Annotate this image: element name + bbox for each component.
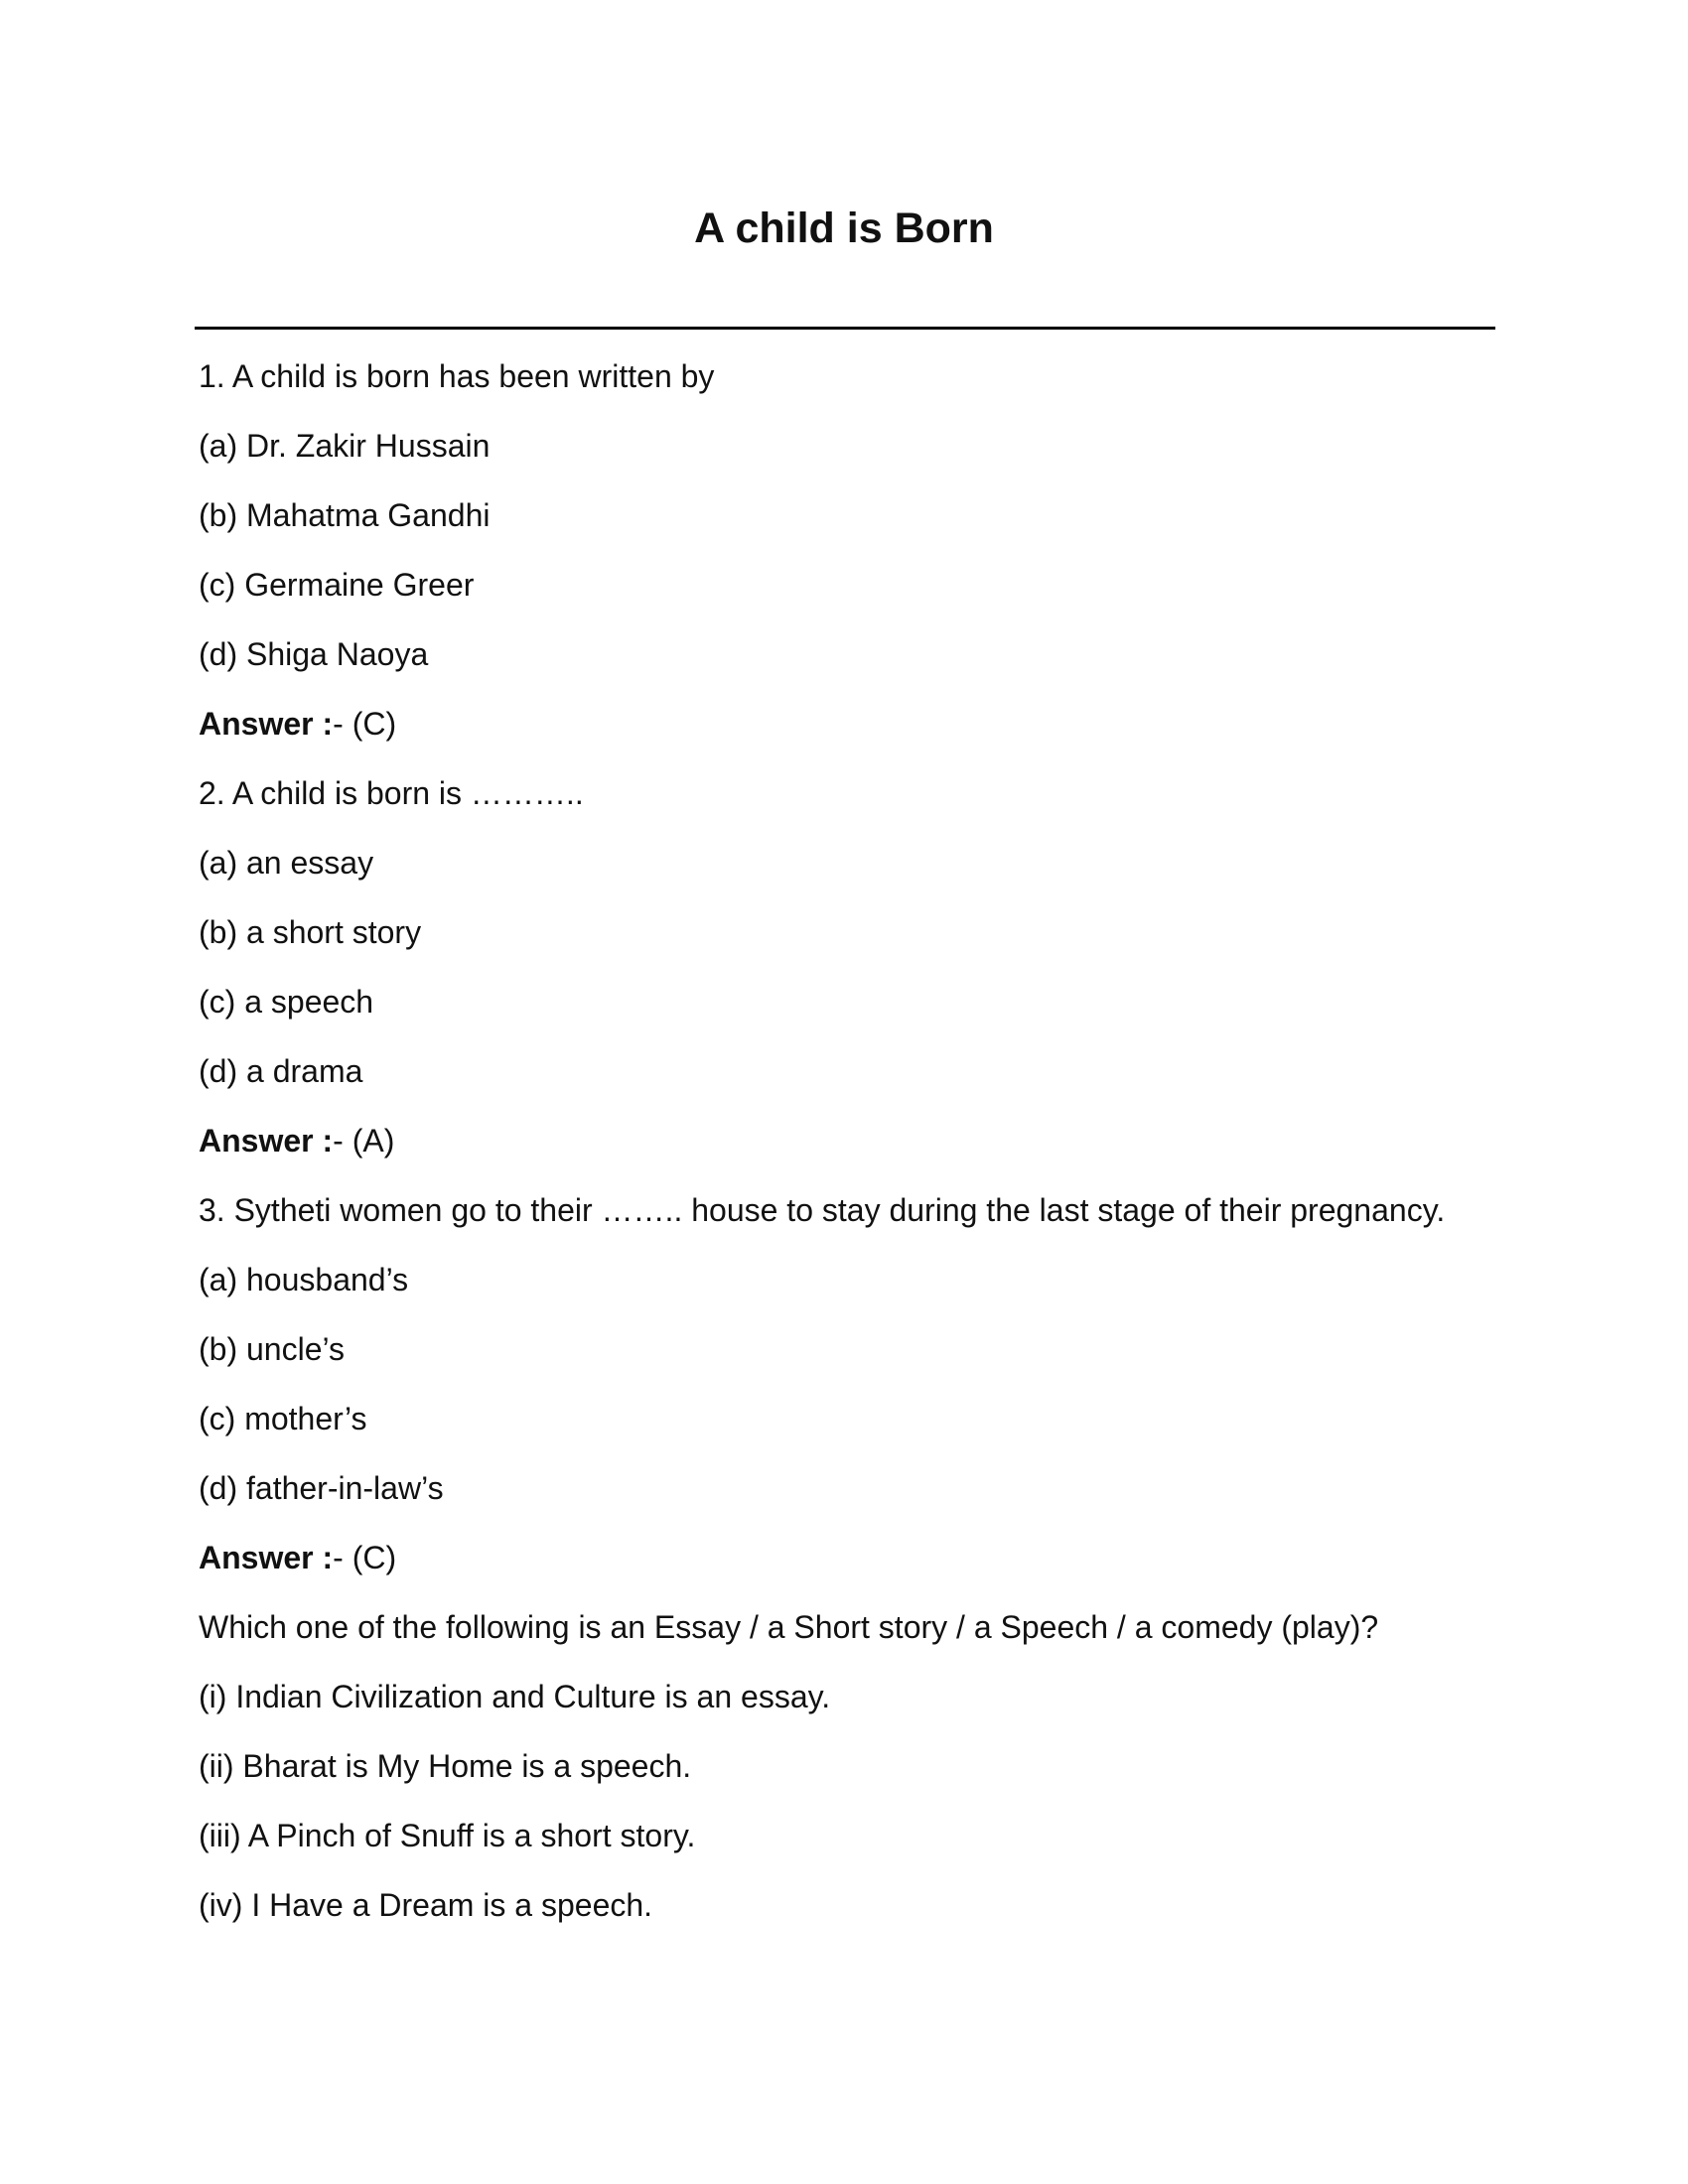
- question-1-option-c: (c) Germaine Greer: [199, 567, 475, 603]
- answer-label: Answer :: [199, 1540, 334, 1575]
- question-1-option-a: (a) Dr. Zakir Hussain: [199, 428, 491, 464]
- extra-question-text: Which one of the following is an Essay / a Short story / a Speech / a comedy (play)?: [199, 1609, 1379, 1645]
- extra-item-3: (iii) A Pinch of Snuff is a short story.: [199, 1818, 696, 1853]
- question-2-option-d: (d) a drama: [199, 1053, 363, 1089]
- extra-item-2: (ii) Bharat is My Home is a speech.: [199, 1748, 692, 1784]
- answer-value: - (C): [333, 1540, 397, 1575]
- question-3-option-b: (b) uncle’s: [199, 1331, 346, 1367]
- answer-value: - (A): [333, 1123, 395, 1159]
- question-3-answer: [199, 1531, 1499, 1600]
- title-divider: [195, 327, 1495, 330]
- question-2-option-a: (a) an essay: [199, 845, 374, 881]
- question-1-text: 1. A child is born has been written by: [199, 358, 715, 394]
- question-2-text: 2. A child is born is ………..: [199, 775, 584, 811]
- extra-item-4: (iv) I Have a Dream is a speech.: [199, 1887, 653, 1923]
- question-3-option-c: (c) mother’s: [199, 1401, 367, 1436]
- answer-label: Answer :: [199, 1123, 334, 1159]
- answer-value: - (C): [333, 706, 397, 742]
- question-1-option-b: (b) Mahatma Gandhi: [199, 497, 491, 533]
- answer-label: Answer :: [199, 706, 334, 742]
- question-1-option-d: (d) Shiga Naoya: [199, 636, 429, 672]
- question-2-answer: [199, 1114, 1499, 1183]
- question-3-option-d: (d) father-in-law’s: [199, 1470, 444, 1506]
- question-3-text: 3. Sytheti women go to their …….. house to stay during the last stage of their pregnancy.: [199, 1192, 1446, 1228]
- question-2-option-b: (b) a short story: [199, 914, 422, 950]
- page-title: A child is Born: [694, 205, 994, 252]
- question-3-option-a: (a) housband’s: [199, 1262, 409, 1297]
- extra-item-1: (i) Indian Civilization and Culture is an essay.: [199, 1679, 831, 1714]
- question-list: [199, 349, 1499, 1948]
- question-1-answer: [199, 697, 1499, 766]
- question-2-option-c: (c) a speech: [199, 984, 374, 1020]
